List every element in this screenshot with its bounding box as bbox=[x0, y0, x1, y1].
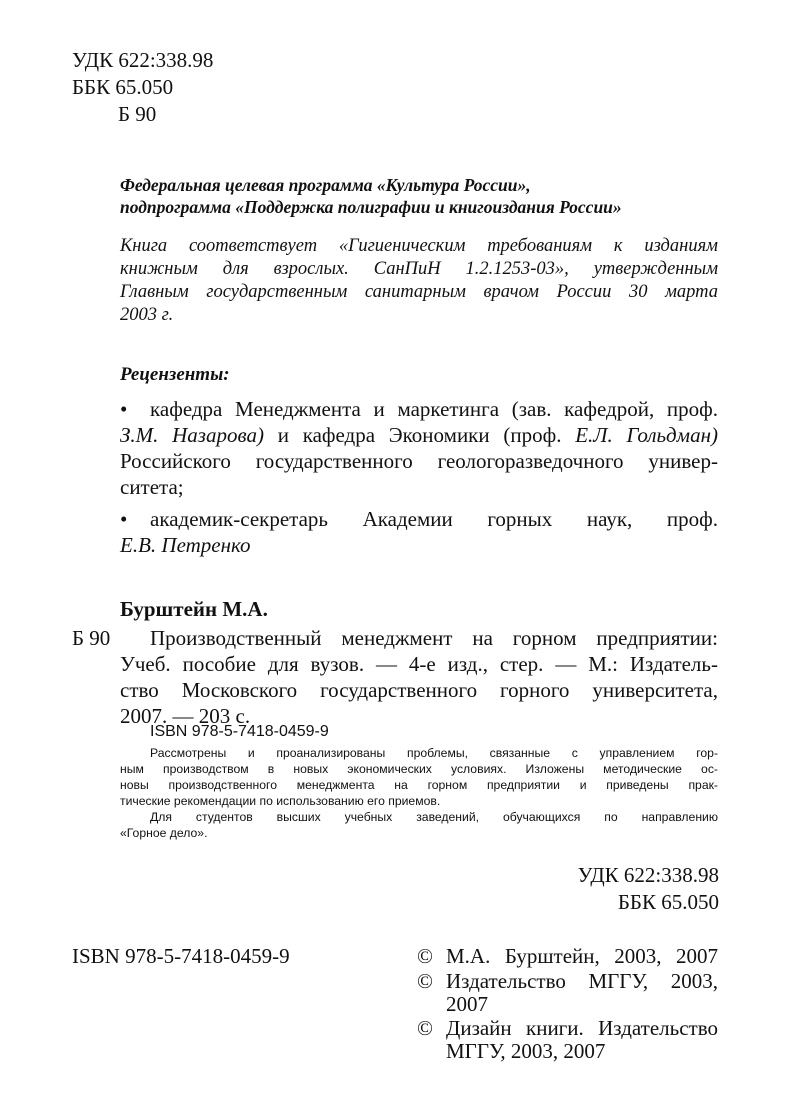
bullet-icon: • bbox=[120, 507, 128, 531]
hygiene-line-3: Главным государственным санитарным врачом России 30 марта bbox=[120, 282, 718, 302]
reviewers-heading: Рецензенты: bbox=[120, 364, 230, 385]
annotation-line-3: новы производственного менеджмента на горном предприятии и приведены прак- bbox=[120, 778, 718, 792]
annotation-line-4: тические рекомендации по использованию его приемов. bbox=[120, 794, 441, 808]
bbk-code-bottom: ББК 65.050 bbox=[617, 890, 719, 914]
entry-isbn: ISBN 978-5-7418-0459-9 bbox=[150, 723, 329, 740]
entry-line-3: ство Московского государственного горного университета, bbox=[120, 678, 718, 702]
copyright-author: М.А. Бурштейн, 2003, 2007 bbox=[446, 944, 718, 968]
annotation-line-6: «Горное дело». bbox=[120, 826, 208, 840]
entry-line-4: 2007. — 203 с. bbox=[120, 704, 251, 728]
entry-title-line-1: Производственный менеджмент на горном предприятии: bbox=[150, 626, 718, 650]
bullet-icon: • bbox=[120, 397, 128, 421]
program-line-1: Федеральная целевая программа «Культура России», bbox=[120, 175, 531, 195]
bbk-code-top: ББК 65.050 bbox=[72, 75, 174, 99]
hygiene-line-1: Книга соответствует «Гигиеническим требованиям к изданиям bbox=[120, 236, 718, 256]
hygiene-line-2: книжным для взрослых. СанПиН 1.2.1253-03», утвержденным bbox=[120, 259, 718, 279]
copyright-icon: © bbox=[417, 944, 433, 968]
reviewer-1-line-2 bbox=[120, 422, 718, 449]
udk-code-top: УДК 622:338.98 bbox=[72, 48, 214, 72]
reviewer-2-line-1: академик-секретарь Академии горных наук, проф. bbox=[150, 507, 718, 531]
reviewer-1-line-3: Российского государственного геологоразведочного универ- bbox=[120, 449, 718, 473]
udk-code-bottom: УДК 622:338.98 bbox=[577, 863, 719, 887]
hygiene-line-4: 2003 г. bbox=[120, 305, 174, 325]
program-line-2: подпрограмма «Поддержка полиграфии и книгоиздания России» bbox=[120, 197, 622, 217]
reviewer-name-goldman: Е.Л. Гольдман) bbox=[575, 423, 718, 447]
copyright-icon: © bbox=[417, 1016, 433, 1040]
copyright-icon: © bbox=[417, 969, 433, 993]
reviewer-2-line-2: Е.В. Петренко bbox=[120, 533, 251, 557]
annotation-line-5: Для студентов высших учебных заведений, обучающихся по направлению bbox=[150, 810, 718, 824]
reviewer-1-line-1: кафедра Менеджмента и маркетинга (зав. кафедрой, проф. bbox=[150, 397, 718, 421]
copyright-publisher-line-1: Издательство МГГУ, 2003, bbox=[446, 969, 718, 993]
entry-author-mark: Б 90 bbox=[72, 626, 111, 650]
footer-isbn: ISBN 978-5-7418-0459-9 bbox=[72, 944, 290, 968]
entry-author: Бурштейн М.А. bbox=[120, 597, 268, 621]
reviewer-1-line-4: ситета; bbox=[120, 475, 184, 499]
copyright-design-line-1: Дизайн книги. Издательство bbox=[446, 1016, 718, 1040]
copyright-design-line-2: МГГУ, 2003, 2007 bbox=[446, 1039, 606, 1063]
annotation-line-1: Рассмотрены и проанализированы проблемы, связанные с управлением гор- bbox=[150, 746, 718, 760]
author-mark-top: Б 90 bbox=[118, 102, 157, 126]
copyright-publisher-line-2: 2007 bbox=[446, 992, 488, 1016]
reviewer-name-nazarova: З.М. Назарова) bbox=[120, 423, 264, 447]
entry-line-2: Учеб. пособие для вузов. — 4-е изд., стер. — М.: Издатель- bbox=[120, 652, 718, 676]
annotation-line-2: ным производством в новых экономических условиях. Изложены методические ос- bbox=[120, 762, 718, 776]
reviewer-1-mid-text: и кафедра Экономики (проф. bbox=[263, 423, 576, 447]
